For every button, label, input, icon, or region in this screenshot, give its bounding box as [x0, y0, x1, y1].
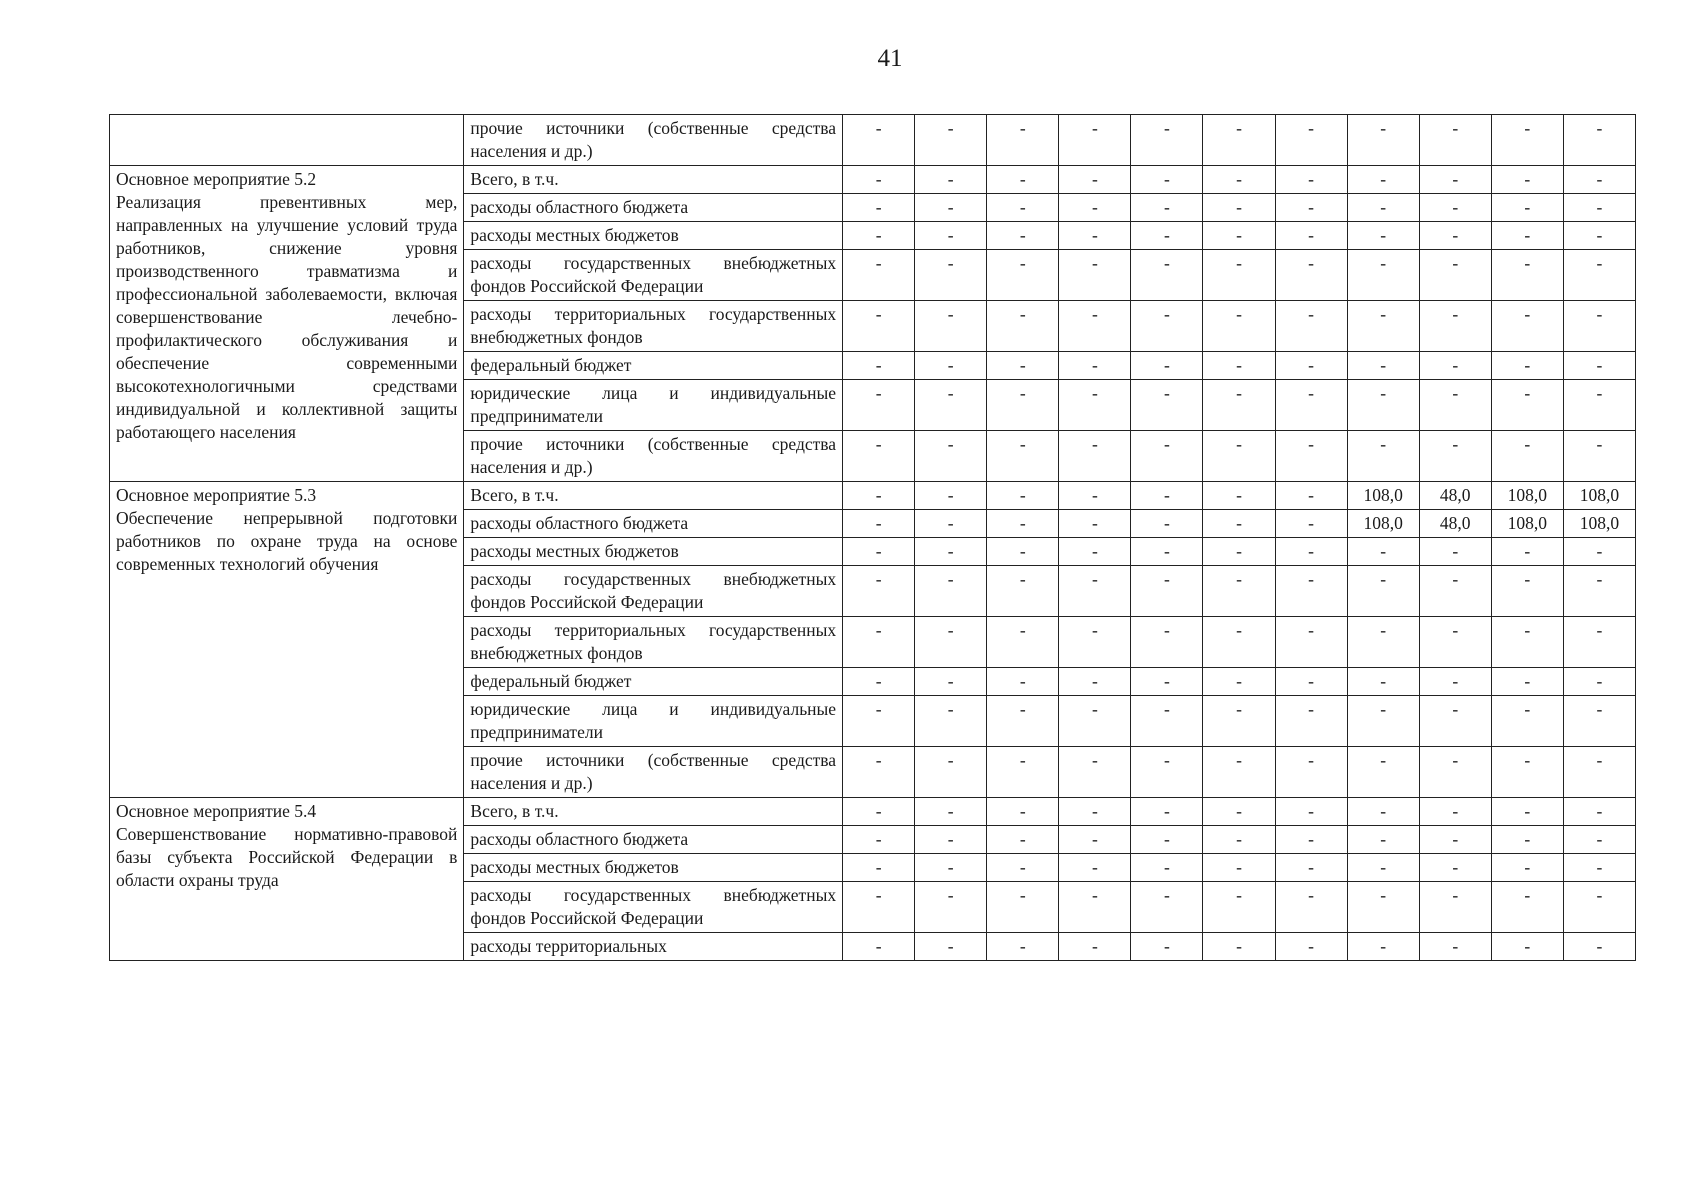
value-cell: - [1203, 222, 1275, 250]
value-cell: - [1059, 566, 1131, 617]
funding-source-cell: расходы государственных внебюджетных фондов Российской Федерации [464, 882, 843, 933]
value-cell: - [1563, 747, 1635, 798]
value-cell: - [1419, 933, 1491, 961]
value-cell: - [1419, 696, 1491, 747]
value-cell: - [987, 115, 1059, 166]
value-cell: - [1059, 617, 1131, 668]
value-cell: - [1419, 194, 1491, 222]
event-title: Основное мероприятие 5.2 [116, 169, 317, 189]
value-cell: - [1491, 826, 1563, 854]
value-cell: - [1203, 482, 1275, 510]
value-cell: - [1131, 668, 1203, 696]
value-cell: - [1563, 566, 1635, 617]
value-cell: - [1347, 747, 1419, 798]
value-cell: - [987, 798, 1059, 826]
value-cell: - [1491, 617, 1563, 668]
value-cell: - [1275, 798, 1347, 826]
event-description: Реализация превентивных мер, направленных на улучшение условий труда работников, снижение уровня производственного травматизма и профессиональной заболеваемости, включая совершенствование лечебно-профилактического обслуживания и обеспечение современными высокотехнологичными средствами индивидуальной и коллективной защиты работающего населения [116, 192, 458, 442]
value-cell: - [1563, 380, 1635, 431]
value-cell: - [1347, 933, 1419, 961]
value-cell: - [987, 933, 1059, 961]
value-cell: - [987, 250, 1059, 301]
value-cell: - [987, 747, 1059, 798]
value-cell: - [1419, 566, 1491, 617]
event-cell [110, 166, 464, 482]
value-cell: - [1275, 668, 1347, 696]
value-cell: - [843, 115, 915, 166]
value-cell: - [1491, 668, 1563, 696]
page-number: 41 [877, 45, 903, 72]
value-cell: - [1131, 482, 1203, 510]
value-cell: - [1347, 194, 1419, 222]
value-cell: - [1203, 510, 1275, 538]
value-cell: - [915, 538, 987, 566]
value-cell: - [1131, 538, 1203, 566]
value-cell: - [843, 250, 915, 301]
value-cell: - [1419, 798, 1491, 826]
value-cell: - [843, 854, 915, 882]
value-cell: - [1491, 933, 1563, 961]
value-cell: - [1347, 538, 1419, 566]
value-cell: - [915, 250, 987, 301]
value-cell: - [1347, 617, 1419, 668]
value-cell: - [987, 352, 1059, 380]
value-cell: - [1203, 166, 1275, 194]
value-cell: - [915, 933, 987, 961]
value-cell: - [915, 696, 987, 747]
value-cell: - [1563, 696, 1635, 747]
value-cell: - [1131, 115, 1203, 166]
value-cell: - [1203, 854, 1275, 882]
value-cell: - [1491, 566, 1563, 617]
value-cell: - [1131, 933, 1203, 961]
value-cell: - [1275, 301, 1347, 352]
value-cell: - [843, 510, 915, 538]
funding-source-cell: расходы территориальных [464, 933, 843, 961]
value-cell: - [1419, 431, 1491, 482]
funding-table-body [110, 115, 1636, 961]
value-cell: - [1275, 222, 1347, 250]
value-cell: - [1131, 696, 1203, 747]
funding-table [109, 114, 1636, 961]
value-cell: - [1059, 115, 1131, 166]
value-cell: - [1275, 482, 1347, 510]
value-cell: - [1275, 352, 1347, 380]
value-cell: - [1491, 854, 1563, 882]
value-cell: - [1203, 696, 1275, 747]
value-cell: - [1059, 668, 1131, 696]
table-row [110, 166, 1636, 194]
value-cell: - [1131, 166, 1203, 194]
value-cell: - [1275, 194, 1347, 222]
value-cell: - [1059, 882, 1131, 933]
value-cell: - [843, 431, 915, 482]
value-cell: - [1059, 747, 1131, 798]
value-cell: - [843, 696, 915, 747]
value-cell: - [915, 166, 987, 194]
value-cell: - [1203, 566, 1275, 617]
table-row [110, 482, 1636, 510]
event-cell [110, 482, 464, 798]
value-cell: - [1275, 166, 1347, 194]
value-cell: - [1275, 826, 1347, 854]
value-cell: - [987, 380, 1059, 431]
value-cell: - [1491, 747, 1563, 798]
value-cell: - [1275, 115, 1347, 166]
value-cell: - [1059, 194, 1131, 222]
value-cell: - [1059, 380, 1131, 431]
value-cell: - [987, 431, 1059, 482]
funding-source-cell: расходы территориальных государственных внебюджетных фондов [464, 301, 843, 352]
value-cell: - [1131, 826, 1203, 854]
value-cell: - [1563, 352, 1635, 380]
value-cell: - [1203, 115, 1275, 166]
funding-source-cell: расходы государственных внебюджетных фондов Российской Федерации [464, 566, 843, 617]
funding-source-cell: расходы областного бюджета [464, 194, 843, 222]
value-cell: - [843, 747, 915, 798]
value-cell: - [1131, 747, 1203, 798]
value-cell: - [915, 826, 987, 854]
event-title: Основное мероприятие 5.3 [116, 485, 317, 505]
value-cell: - [843, 380, 915, 431]
value-cell: - [1275, 380, 1347, 431]
funding-source-cell: прочие источники (собственные средства населения и др.) [464, 115, 843, 166]
value-cell: - [1131, 854, 1203, 882]
value-cell: - [915, 380, 987, 431]
value-cell: - [1131, 352, 1203, 380]
value-cell: - [1419, 826, 1491, 854]
value-cell: - [1203, 933, 1275, 961]
value-cell: - [1563, 250, 1635, 301]
value-cell: - [1347, 115, 1419, 166]
value-cell: - [915, 301, 987, 352]
value-cell: - [1059, 166, 1131, 194]
value-cell: - [1347, 668, 1419, 696]
value-cell: - [915, 617, 987, 668]
value-cell: - [1059, 352, 1131, 380]
value-cell: - [843, 668, 915, 696]
value-cell: - [843, 933, 915, 961]
value-cell: - [1059, 696, 1131, 747]
value-cell: - [1275, 854, 1347, 882]
value-cell: - [1275, 933, 1347, 961]
value-cell: - [1491, 538, 1563, 566]
value-cell: - [843, 166, 915, 194]
value-cell: 108,0 [1347, 482, 1419, 510]
value-cell: 108,0 [1491, 482, 1563, 510]
funding-source-cell: прочие источники (собственные средства населения и др.) [464, 431, 843, 482]
funding-source-cell: Всего, в т.ч. [464, 798, 843, 826]
value-cell: - [987, 538, 1059, 566]
value-cell: - [1419, 882, 1491, 933]
value-cell: - [1347, 431, 1419, 482]
value-cell: - [915, 352, 987, 380]
funding-source-cell: расходы территориальных государственных внебюджетных фондов [464, 617, 843, 668]
value-cell: - [915, 668, 987, 696]
value-cell: - [1563, 617, 1635, 668]
value-cell: 48,0 [1419, 482, 1491, 510]
value-cell: - [1347, 352, 1419, 380]
value-cell: - [1131, 798, 1203, 826]
funding-source-cell: расходы местных бюджетов [464, 538, 843, 566]
value-cell: - [1203, 826, 1275, 854]
value-cell: - [1419, 301, 1491, 352]
value-cell: - [1563, 115, 1635, 166]
value-cell: - [1563, 222, 1635, 250]
value-cell: - [915, 115, 987, 166]
value-cell: - [1491, 798, 1563, 826]
value-cell: - [843, 194, 915, 222]
value-cell: - [1563, 301, 1635, 352]
value-cell: 48,0 [1419, 510, 1491, 538]
value-cell: - [987, 510, 1059, 538]
value-cell: 108,0 [1563, 510, 1635, 538]
value-cell: - [1203, 380, 1275, 431]
value-cell: - [1059, 431, 1131, 482]
value-cell: - [1347, 566, 1419, 617]
funding-source-cell: федеральный бюджет [464, 668, 843, 696]
value-cell: - [1419, 115, 1491, 166]
value-cell: - [987, 222, 1059, 250]
value-cell: - [1491, 166, 1563, 194]
value-cell: - [987, 696, 1059, 747]
funding-source-cell: прочие источники (собственные средства населения и др.) [464, 747, 843, 798]
value-cell: - [987, 194, 1059, 222]
value-cell: - [1491, 882, 1563, 933]
value-cell: - [1563, 538, 1635, 566]
value-cell: - [1059, 854, 1131, 882]
value-cell: - [1275, 566, 1347, 617]
event-description: Совершенствование нормативно-правовой базы субъекта Российской Федерации в области охраны труда [116, 824, 458, 890]
value-cell: - [1203, 301, 1275, 352]
value-cell: - [1203, 250, 1275, 301]
value-cell: 108,0 [1347, 510, 1419, 538]
value-cell: - [1419, 538, 1491, 566]
value-cell: - [1491, 380, 1563, 431]
value-cell: - [1131, 882, 1203, 933]
value-cell: - [1491, 250, 1563, 301]
value-cell: - [843, 482, 915, 510]
value-cell: - [987, 166, 1059, 194]
value-cell: - [1419, 747, 1491, 798]
value-cell: - [1563, 166, 1635, 194]
value-cell: - [1491, 696, 1563, 747]
value-cell: - [1059, 482, 1131, 510]
value-cell: - [843, 301, 915, 352]
funding-source-cell: Всего, в т.ч. [464, 482, 843, 510]
value-cell: - [1059, 933, 1131, 961]
value-cell: - [1563, 854, 1635, 882]
table-row [110, 115, 1636, 166]
value-cell: - [843, 826, 915, 854]
funding-source-cell: расходы областного бюджета [464, 826, 843, 854]
value-cell: - [1059, 510, 1131, 538]
value-cell: - [1131, 566, 1203, 617]
value-cell: - [987, 301, 1059, 352]
value-cell: - [1131, 301, 1203, 352]
value-cell: - [1131, 510, 1203, 538]
value-cell: - [1419, 380, 1491, 431]
funding-source-cell: расходы государственных внебюджетных фондов Российской Федерации [464, 250, 843, 301]
value-cell: - [1491, 431, 1563, 482]
value-cell: - [1563, 194, 1635, 222]
value-cell: - [1275, 747, 1347, 798]
value-cell: - [1059, 222, 1131, 250]
value-cell: - [1131, 431, 1203, 482]
value-cell: - [1563, 933, 1635, 961]
value-cell: - [915, 431, 987, 482]
value-cell: - [1275, 538, 1347, 566]
value-cell: - [1419, 250, 1491, 301]
value-cell: 108,0 [1563, 482, 1635, 510]
value-cell: - [915, 854, 987, 882]
value-cell: - [1347, 222, 1419, 250]
value-cell: - [987, 566, 1059, 617]
value-cell: - [987, 826, 1059, 854]
value-cell: - [1203, 352, 1275, 380]
value-cell: - [1059, 826, 1131, 854]
value-cell: - [1131, 194, 1203, 222]
value-cell: - [1563, 431, 1635, 482]
funding-source-cell: федеральный бюджет [464, 352, 843, 380]
value-cell: - [1419, 668, 1491, 696]
value-cell: - [1275, 250, 1347, 301]
table-row [110, 798, 1636, 826]
value-cell: - [1275, 696, 1347, 747]
event-cell [110, 798, 464, 961]
funding-source-cell: юридические лица и индивидуальные предприниматели [464, 380, 843, 431]
value-cell: - [1563, 882, 1635, 933]
funding-source-cell: расходы областного бюджета [464, 510, 843, 538]
value-cell: - [1203, 538, 1275, 566]
value-cell: - [1491, 115, 1563, 166]
value-cell: - [1203, 747, 1275, 798]
value-cell: - [987, 668, 1059, 696]
value-cell: - [915, 222, 987, 250]
value-cell: - [843, 617, 915, 668]
value-cell: - [1275, 617, 1347, 668]
funding-source-cell: юридические лица и индивидуальные предприниматели [464, 696, 843, 747]
funding-source-cell: Всего, в т.ч. [464, 166, 843, 194]
value-cell: - [1347, 250, 1419, 301]
value-cell: - [987, 882, 1059, 933]
value-cell: - [1347, 882, 1419, 933]
value-cell: - [1275, 882, 1347, 933]
value-cell: - [1059, 798, 1131, 826]
value-cell: - [1347, 380, 1419, 431]
value-cell: - [1491, 222, 1563, 250]
value-cell: - [1203, 882, 1275, 933]
value-cell: - [915, 882, 987, 933]
value-cell: - [843, 222, 915, 250]
value-cell: - [915, 510, 987, 538]
funding-source-cell: расходы местных бюджетов [464, 854, 843, 882]
value-cell: - [1203, 431, 1275, 482]
value-cell: - [1491, 352, 1563, 380]
value-cell: - [915, 482, 987, 510]
value-cell: 108,0 [1491, 510, 1563, 538]
value-cell: - [1059, 538, 1131, 566]
value-cell: - [1491, 194, 1563, 222]
value-cell: - [843, 566, 915, 617]
value-cell: - [987, 482, 1059, 510]
value-cell: - [1347, 166, 1419, 194]
value-cell: - [1347, 854, 1419, 882]
value-cell: - [1131, 617, 1203, 668]
value-cell: - [1419, 166, 1491, 194]
value-cell: - [843, 352, 915, 380]
value-cell: - [1203, 194, 1275, 222]
value-cell: - [1347, 798, 1419, 826]
value-cell: - [1419, 617, 1491, 668]
value-cell: - [1203, 668, 1275, 696]
value-cell: - [1563, 798, 1635, 826]
value-cell: - [1563, 668, 1635, 696]
value-cell: - [987, 617, 1059, 668]
event-description: Обеспечение непрерывной подготовки работников по охране труда на основе современных технологий обучения [116, 508, 458, 574]
value-cell: - [1059, 301, 1131, 352]
value-cell: - [1419, 352, 1491, 380]
value-cell: - [1275, 510, 1347, 538]
value-cell: - [1347, 301, 1419, 352]
value-cell: - [1275, 431, 1347, 482]
value-cell: - [987, 854, 1059, 882]
value-cell: - [1203, 617, 1275, 668]
value-cell: - [1347, 696, 1419, 747]
value-cell: - [915, 747, 987, 798]
value-cell: - [1059, 250, 1131, 301]
funding-source-cell: расходы местных бюджетов [464, 222, 843, 250]
event-cell [110, 115, 464, 166]
value-cell: - [843, 798, 915, 826]
value-cell: - [915, 194, 987, 222]
value-cell: - [1347, 826, 1419, 854]
value-cell: - [1563, 826, 1635, 854]
value-cell: - [1419, 854, 1491, 882]
value-cell: - [1203, 798, 1275, 826]
value-cell: - [1131, 222, 1203, 250]
value-cell: - [915, 566, 987, 617]
value-cell: - [1491, 301, 1563, 352]
value-cell: - [1131, 380, 1203, 431]
value-cell: - [915, 798, 987, 826]
event-title: Основное мероприятие 5.4 [116, 801, 317, 821]
value-cell: - [843, 882, 915, 933]
value-cell: - [1131, 250, 1203, 301]
value-cell: - [843, 538, 915, 566]
value-cell: - [1419, 222, 1491, 250]
